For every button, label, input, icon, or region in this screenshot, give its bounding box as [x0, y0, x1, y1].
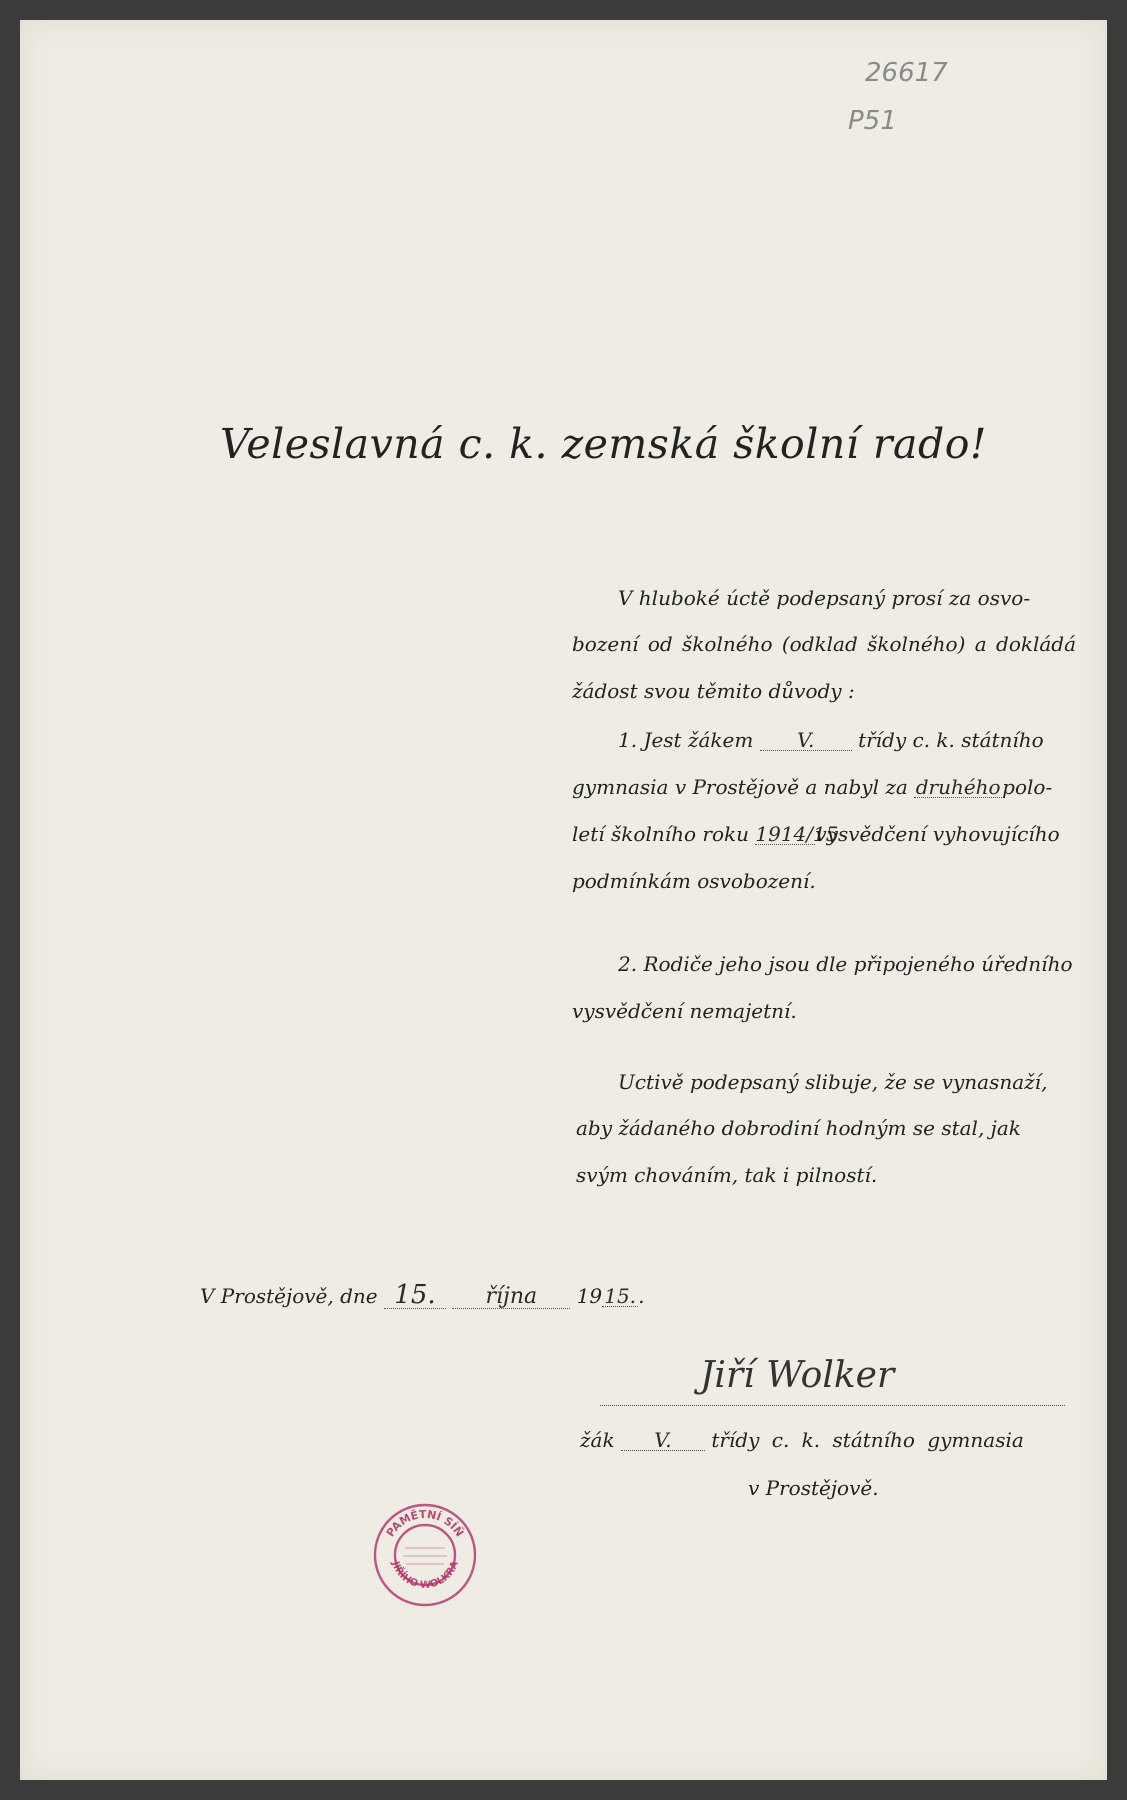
school-year-value: 1914/15 — [755, 822, 839, 846]
signature-class-line — [580, 1430, 1024, 1451]
archive-code: P51 — [848, 106, 897, 136]
day-field — [384, 1282, 446, 1309]
signature-line — [600, 1405, 1065, 1406]
library-stamp — [370, 1500, 480, 1610]
reason-1-after-class: třídy c. k. státního — [858, 728, 1044, 752]
year-value: 15. — [604, 1284, 637, 1308]
year-field — [602, 1286, 638, 1307]
reason-2-line-1: 2. Rodiče jeho jsou dle připojeného úředního — [618, 952, 1073, 976]
pupil-label: žák — [580, 1428, 615, 1452]
reason-1-line-3 — [572, 824, 1060, 845]
reason-2-line-2: vysvědčení nemajetní. — [572, 999, 797, 1023]
signature-class-value: V. — [654, 1428, 672, 1452]
month-field — [452, 1286, 570, 1309]
signature-class-field — [621, 1430, 705, 1451]
archive-number: 26617 — [865, 58, 948, 88]
year-prefix: 19 — [576, 1284, 603, 1308]
reason-1-line-4: podmínkám osvobození. — [572, 869, 816, 893]
class-value: V. — [797, 728, 815, 752]
semester-field — [914, 777, 1002, 798]
reason-1-line-3-prefix: letí školního roku — [572, 822, 750, 846]
month-value: října — [485, 1284, 538, 1309]
day-value: 15. — [394, 1280, 436, 1310]
semester-value: druhého — [915, 775, 1001, 799]
reason-1-line-3-suffix: vysvědčení vyhovujícího — [815, 822, 1060, 846]
document-page — [20, 20, 1107, 1780]
date-line — [200, 1282, 645, 1309]
intro-line-2: bození od školného (odklad školného) a dokládá — [572, 632, 1077, 656]
reason-1-line-2 — [572, 777, 1052, 798]
signature: Jiří Wolker — [700, 1355, 895, 1396]
reason-1-prefix: 1. Jest žákem — [618, 728, 754, 752]
promise-line-2: aby žádaného dobrodiní hodným se stal, jak — [576, 1116, 1021, 1140]
date-end: . — [638, 1284, 645, 1308]
reason-1-line-2-suffix: polo- — [1002, 775, 1053, 799]
svg-text:JIŘÍHO WOLKRA: JIŘÍHO WOLKRA — [389, 1559, 461, 1591]
document-title: Veleslavná c. k. zemská školní rado! — [220, 420, 987, 468]
reason-1-line-1 — [618, 730, 1044, 751]
class-field — [760, 730, 852, 751]
promise-line-3: svým chováním, tak i pilností. — [576, 1163, 878, 1187]
promise-line-1: Uctivě podepsaný slibuje, že se vynasnaží, — [618, 1070, 1048, 1094]
date-prefix: V Prostějově, dne — [200, 1284, 378, 1308]
intro-line-3: žádost svou těmito důvody : — [572, 679, 855, 703]
signature-place: v Prostějově. — [748, 1476, 879, 1500]
intro-line-1: V hluboké úctě podepsaný prosí za osvo- — [618, 586, 1031, 610]
signature-class-suffix: třídy c. k. státního gymnasia — [711, 1428, 1024, 1452]
school-year-field — [755, 822, 839, 846]
svg-text:PAMĚTNÍ SÍŇ: PAMĚTNÍ SÍŇ — [383, 1507, 467, 1540]
reason-1-line-2-prefix: gymnasia v Prostějově a nabyl za — [572, 775, 908, 799]
